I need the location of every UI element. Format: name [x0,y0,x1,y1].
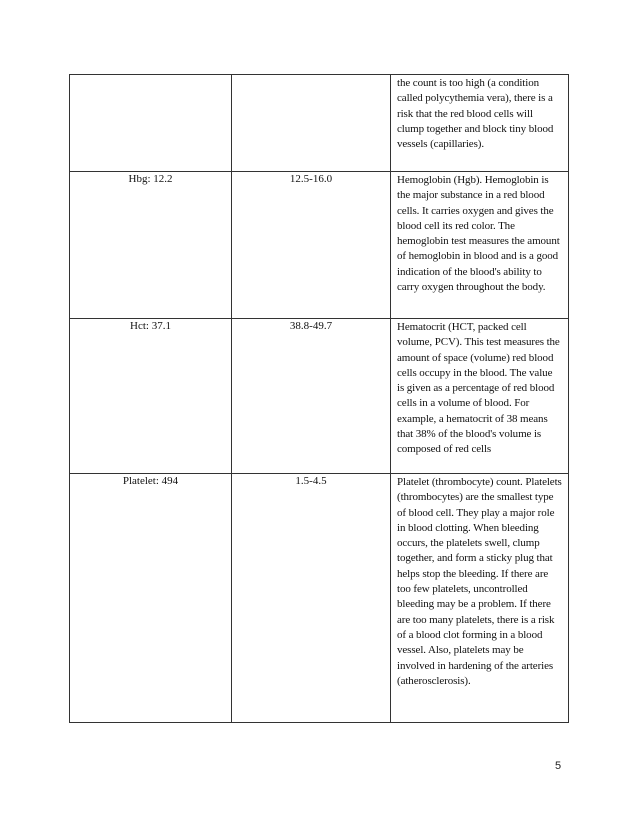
lab-results-table [69,74,569,723]
table-row [70,474,569,723]
table-row [70,172,569,319]
test-result-cell: Hct: 37.1 [70,319,232,474]
test-result-cell: Hbg: 12.2 [70,172,232,319]
description-cell: Hemoglobin (Hgb). Hemoglobin is the major substance in a red blood cells. It carries oxygen and gives the blood cell its red color. The hemoglobin test measures the amount of hemoglobin in blood and is a good indication of the blood's ability to carry oxygen throughout the body. [391,172,569,319]
table-row [70,319,569,474]
description-cell: Hematocrit (HCT, packed cell volume, PCV). This test measures the amount of space (volume) red blood cells occupy in the blood. The value is given as a percentage of red blood cells in a volume of blood. For example, a hematocrit of 38 means that 38% of the blood's volume is composed of red cells [391,319,569,474]
table-row [70,75,569,172]
reference-range-cell: 1.5-4.5 [232,474,391,723]
page-number: 5 [555,760,562,772]
test-result-cell [70,75,232,172]
reference-range-cell: 12.5-16.0 [232,172,391,319]
reference-range-cell: 38.8-49.7 [232,319,391,474]
description-cell: the count is too high (a condition called polycythemia vera), there is a risk that the red blood cells will clump together and block tiny blood vessels (capillaries). [391,75,569,172]
reference-range-cell [232,75,391,172]
test-result-cell: Platelet: 494 [70,474,232,723]
description-cell: Platelet (thrombocyte) count. Platelets (thrombocytes) are the smallest type of blood cell. They play a major role in blood clotting. When bleeding occurs, the platelets swell, clump together, and form a sticky plug that helps stop the bleeding. If there are too few platelets, uncontrolled bleeding may be a problem. If there are too many platelets, there is a risk of a blood clot forming in a blood vessel. Also, platelets may be involved in hardening of the arteries (atherosclerosis). [391,474,569,723]
